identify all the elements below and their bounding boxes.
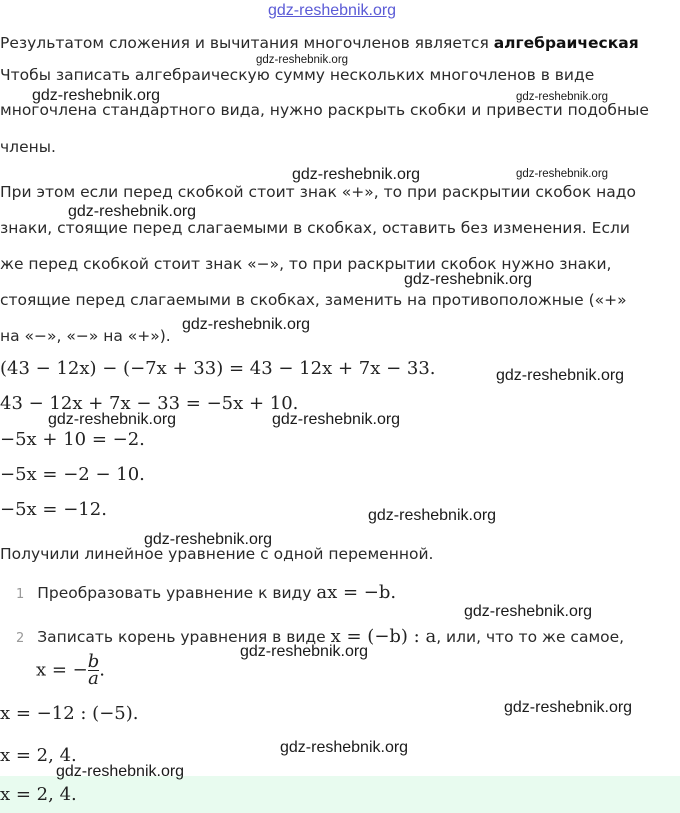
- equation-3: −5x + 10 = −2.: [0, 429, 145, 450]
- step-1-text: Преобразовать уравнение к виду: [37, 584, 317, 602]
- intro-line-1: [0, 34, 639, 52]
- equation-4: −5x = −2 − 10.: [0, 464, 145, 485]
- watermark: gdz-reshebnik.org: [404, 271, 533, 288]
- intro-line-3: многочлена стандартного вида, нужно раскрыть скобки и привести подобные: [0, 101, 649, 119]
- watermark: gdz-reshebnik.org: [292, 166, 421, 183]
- step-1-number: 1: [16, 587, 25, 602]
- watermark: gdz-reshebnik.org: [182, 316, 311, 333]
- equation-2: 43 − 12x + 7x − 33 = −5x + 10.: [0, 393, 299, 414]
- fraction-denominator: a: [88, 668, 99, 689]
- watermark: gdz-reshebnik.org: [504, 699, 633, 716]
- fraction-b-over-a: [87, 651, 100, 689]
- watermark: gdz-reshebnik.org: [368, 507, 497, 524]
- solution-step-1: x = −12 : (−5).: [0, 703, 139, 724]
- watermark: gdz-reshebnik.org: [240, 643, 369, 660]
- answer-highlight: [0, 776, 680, 813]
- rule-line-2: знаки, стоящие перед слагаемыми в скобках, оставить без изменения. Если: [0, 219, 630, 237]
- rule-line-3: же перед скобкой стоит знак «−», то при раскрытии скобок нужно знаки,: [0, 255, 612, 273]
- intro-line-2: Чтобы записать алгебраическую сумму нескольких многочленов в виде: [0, 66, 595, 84]
- step-1: [16, 582, 396, 603]
- step-2-math: x = (−b) : a: [330, 626, 437, 647]
- rule-line-5: на «−», «−» на «+»).: [0, 327, 171, 345]
- linear-equation-note: Получили линейное уравнение с одной переменной.: [0, 545, 434, 563]
- intro-bold-term: алгебраическая: [493, 34, 639, 52]
- fraction-tail: .: [99, 659, 106, 681]
- step-2-fraction-formula: [36, 651, 106, 689]
- step-2-text: Записать корень уравнения в виде: [37, 628, 331, 646]
- watermark: gdz-reshebnik.org: [280, 739, 409, 756]
- watermark: gdz-reshebnik.org: [32, 87, 161, 104]
- watermark: gdz-reshebnik.org: [496, 367, 625, 384]
- step-1-math: ax = −b.: [316, 582, 397, 603]
- watermark: gdz-reshebnik.org: [68, 203, 197, 220]
- top-watermark-link[interactable]: gdz-reshebnik.org: [268, 2, 397, 19]
- watermark: gdz-reshebnik.org: [256, 54, 349, 66]
- fraction-lhs: x = −: [36, 659, 88, 681]
- watermark: gdz-reshebnik.org: [48, 411, 177, 428]
- watermark: gdz-reshebnik.org: [144, 531, 273, 548]
- watermark: gdz-reshebnik.org: [464, 603, 593, 620]
- step-2-text-tail: , или, что то же самое,: [436, 628, 625, 646]
- watermark: gdz-reshebnik.org: [272, 411, 401, 428]
- intro-line-4: члены.: [0, 138, 56, 156]
- rule-line-4: стоящие перед слагаемыми в скобках, заменить на противоположные («+»: [0, 291, 627, 309]
- watermark: gdz-reshebnik.org: [516, 168, 609, 180]
- watermark: gdz-reshebnik.org: [516, 91, 609, 103]
- step-2-number: 2: [16, 631, 25, 646]
- solution-step-2: x = 2, 4.: [0, 745, 77, 766]
- answer-text: x = 2, 4.: [0, 784, 77, 805]
- intro-line-1-text: Результатом сложения и вычитания многочленов является: [0, 34, 494, 52]
- rule-line-1: При этом если перед скобкой стоит знак «+», то при раскрытии скобок надо: [0, 183, 636, 201]
- equation-1: (43 − 12x) − (−7x + 33) = 43 − 12x + 7x − 33.: [0, 358, 436, 379]
- fraction-numerator: b: [87, 651, 100, 672]
- watermark: gdz-reshebnik.org: [56, 763, 185, 780]
- equation-5: −5x = −12.: [0, 499, 107, 520]
